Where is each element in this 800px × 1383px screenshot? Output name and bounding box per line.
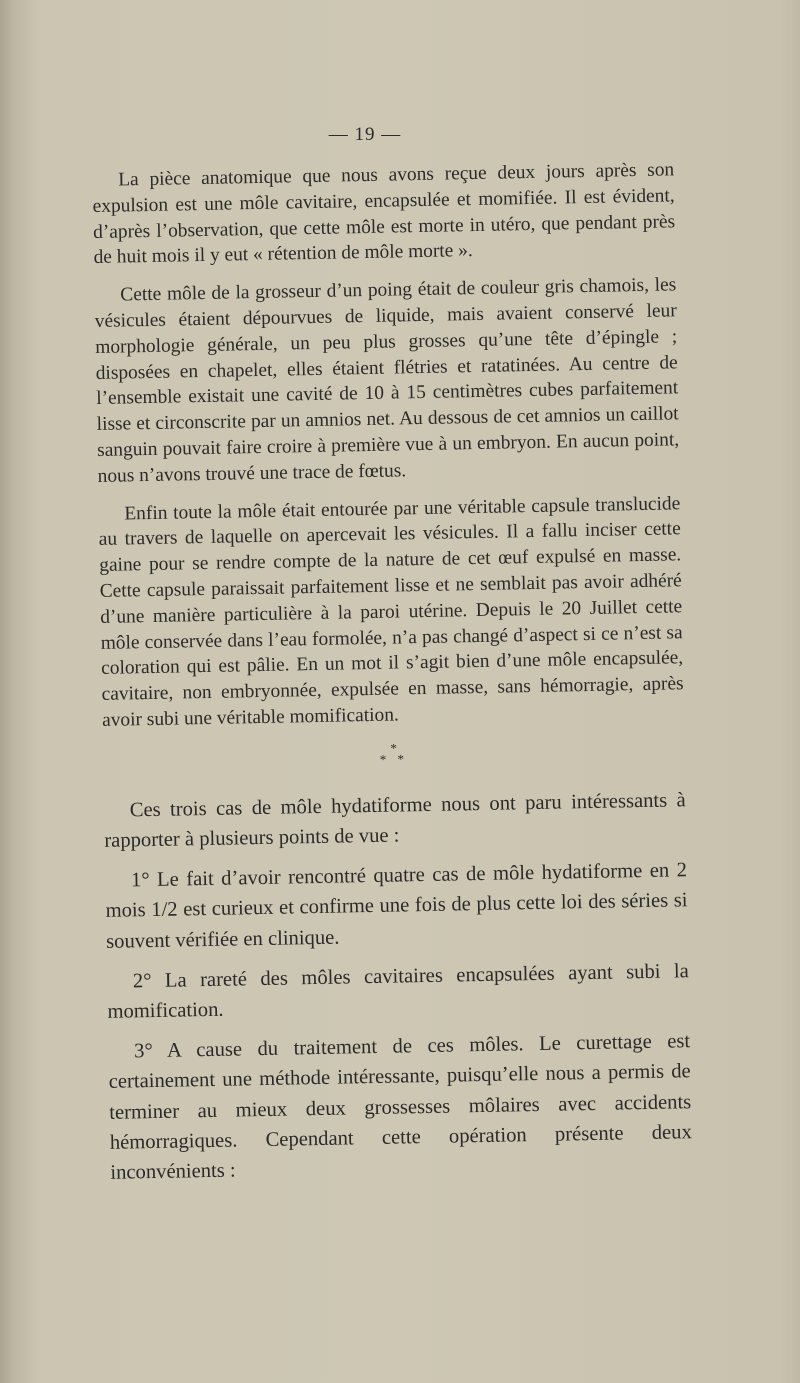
paragraph-anatomical-piece: La pièce anatomique que nous avons reçue deux jours après son expulsion est une môle cavitaire, encapsulée et momifiée. Il est évident, d’après l’observation, que cette môle est morte in utéro, que pendant près de huit mois il y eut « rétention de môle morte ». xyxy=(92,159,676,269)
paragraph-capsule: Enfin toute la môle était entourée par une véritable capsule translucide au travers de laquelle on apercevait les vésicules. Il a fallu inciser cette gaine pour se rendre compte de la nature de cet œuf expulsé en masse. Cette capsule paraissait parfaitement lisse et ne semblait pas avoir adhéré d’une manière particulière à la paroi utérine. Depuis le 20 Juillet cette môle conservée dans l’eau formolée, n’a pas changé d’aspect si ce n’est sa coloration qui est pâlie. En un mot il s’agit bien d’une môle encapsulée, cavitaire, non embryonnée, expulsée en masse, sans hémorragie, après avoir subi une véritable momification. xyxy=(98,492,684,731)
paragraph-point-3: 3° A cause du traitement de ces môles. Le curettage est certainement une méthode intéressante, puisqu’elle nous a permis de terminer au mieux deux grossesses môlaires avec accidents hémorragiques. Cependant cette opération présente deux inconvénients : xyxy=(108,1030,692,1184)
page-number: — 19 — xyxy=(328,124,402,145)
asterism-top: * xyxy=(390,740,398,756)
paragraph-intro-points: Ces trois cas de môle hydatiforme nous ont paru intéressants à rapporter à plusieurs points de vue : xyxy=(104,788,686,852)
asterism-separator xyxy=(103,737,685,770)
paragraph-point-1: 1° Le fait d’avoir rencontré quatre cas de môle hydatiforme en 2 mois 1/2 est curieux et confirme une fois de plus cette loi des séries si souvent vérifiée en clinique. xyxy=(105,859,688,953)
asterism-bottom: * * xyxy=(379,751,409,767)
paragraph-mole-description: Cette môle de la grosseur d’un poing était de couleur gris chamois, les vésicules étaient dépourvues de liquide, mais avaient conservé leur morphologie générale, un peu plus grosses qu’une tête d’épingle ; disposées en chapelet, elles étaient flétries et ratatinées. Au centre de l’ensemble existait une cavité de 10 à 15 centimètres cubes parfaitement lisse et circonscrite par un amnios net. Au dessous de cet amnios un caillot sanguin pouvait faire croire à première vue à un embryon. En aucun point, nous n’avons trouvé une trace de fœtus. xyxy=(94,274,680,487)
paragraph-point-2: 2° La rareté des môles cavitaires encapsulées ayant subi la momification. xyxy=(107,959,690,1023)
page-body xyxy=(92,157,693,1198)
